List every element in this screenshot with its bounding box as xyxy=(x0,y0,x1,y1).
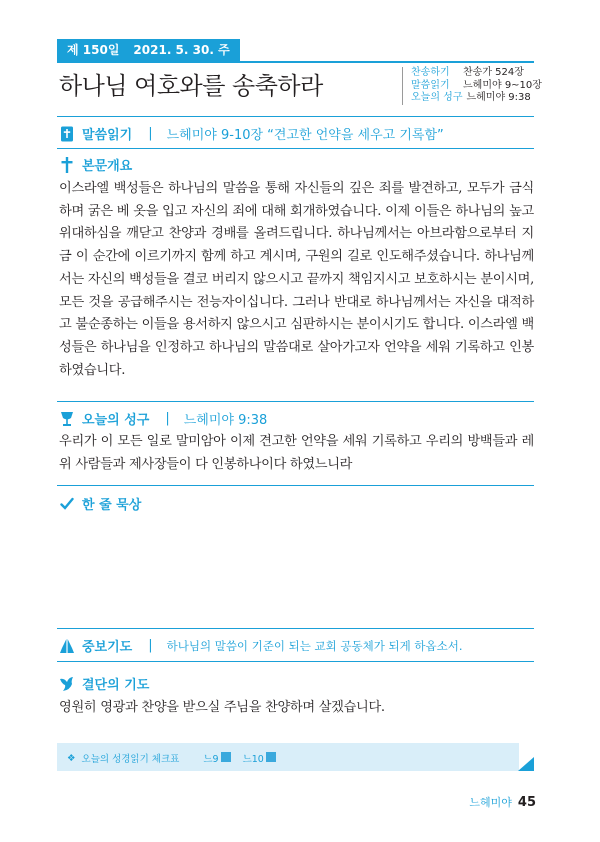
summary-text: 이스라엘 백성들은 하나님의 말씀을 통해 자신들의 깊은 죄를 발견하고, 모두가 금식하며 굵은 베 옷을 입고 자신의 죄에 대해 회개하였습니다. 이제 이들은 하나님의 높고 위대하심을 깨닫고 찬양과 경배를 올려드립니다. 하나님께서는 아브라함으로부터 지금 이 순간에 이르기까지 함께 하고 계시며, 구원의 길로 인도해주셨습니다. 하나님께서는 자신의 백성들을 결코 버리지 않으시고 끝까지 책임지시고 보호하시는 분이시며, 모든 것을 공급해주시는 전능자이십니다. 그러나 반대로 하나님께서는 자신을 대적하고 불순종하는 이들을 용서하지 않으시고 심판하시는 분이시기도 합니다. 이스라엘 백성들은 하나님을 인정하고 하나님의 말씀대로 살아가고자 언약을 세워 기록하고 인봉하였습니다. xyxy=(59,181,534,378)
resolution-label: 결단의 기도 xyxy=(82,678,150,693)
meditation-section-head xyxy=(59,494,141,513)
divider xyxy=(57,628,534,629)
divider xyxy=(57,485,534,486)
meditation-label: 한 줄 묵상 xyxy=(82,498,142,513)
meta-row-reading: 말씀읽기 느헤미야 9~10장 xyxy=(411,79,542,91)
bible-icon xyxy=(59,126,75,142)
verse-ref: 느헤미야 9:38 xyxy=(183,413,268,428)
page-number: 45 xyxy=(517,795,536,810)
resolution-text: 영원히 영광과 찬양을 받으실 주님을 찬양하며 살겠습니다. xyxy=(59,700,385,715)
divider xyxy=(57,661,534,662)
meta-row-verse: 오늘의 성구 느헤미야 9:38 xyxy=(411,92,531,103)
meta-box xyxy=(402,67,542,105)
prayer-text: 하나님의 말씀이 기준이 되는 교회 공동체가 되게 하옵소서. xyxy=(166,638,463,653)
summary-label: 본문개요 xyxy=(82,159,133,174)
checklist-label: 오늘의 성경읽기 체크표 xyxy=(81,754,180,765)
day-label: 제 150일 xyxy=(67,43,120,57)
corner-fold xyxy=(518,757,534,771)
prayer-section-head: 중보기도 | 하나님의 말씀이 기준이 되는 교회 공동체가 되게 하옵소서. xyxy=(59,636,462,655)
footer-book: 느헤미야 xyxy=(469,796,512,809)
reading-label: 말씀읽기 xyxy=(82,128,133,143)
checkbox[interactable] xyxy=(221,752,231,762)
verse-text: 우리가 이 모든 일로 말미암아 이제 견고한 언약을 세워 기록하고 우리의 방백들과 레위 사람들과 제사장들이 다 인봉하나이다 하였느니라 xyxy=(59,434,534,472)
check-item-neh10[interactable]: 느10 xyxy=(243,751,276,765)
header-rule xyxy=(57,61,534,63)
page-title: 하나님 여호와를 송축하라 xyxy=(59,72,323,100)
divider xyxy=(57,116,534,117)
divider xyxy=(57,401,534,402)
verse-section-head: 오늘의 성구 | 느헤미야 9:38 xyxy=(59,409,267,428)
reading-text: 느헤미야 9-10장 “견고한 언약을 세우고 기록함” xyxy=(166,128,444,143)
cross-icon xyxy=(59,157,75,173)
diamond-icon: ❖ xyxy=(67,752,76,764)
date-label: 2021. 5. 30. 주 xyxy=(133,43,230,57)
page-footer xyxy=(469,794,536,810)
prayer-label: 중보기도 xyxy=(82,640,133,655)
verse-label: 오늘의 성구 xyxy=(82,413,150,428)
check-item-neh9[interactable]: 느9 xyxy=(203,751,230,765)
meta-row-hymn: 찬송하기 찬송가 524장 xyxy=(411,67,524,78)
check-icon xyxy=(59,496,75,512)
divider xyxy=(57,148,534,149)
dove-icon xyxy=(59,676,75,692)
chalice-icon xyxy=(59,411,75,427)
checkbox[interactable] xyxy=(266,752,276,762)
reading-checklist xyxy=(57,743,519,771)
summary-section-head xyxy=(59,155,132,174)
day-tab xyxy=(57,39,240,61)
praying-hands-icon xyxy=(59,638,75,654)
reading-section-head: 말씀읽기 | 느헤미야 9-10장 “견고한 언약을 세우고 기록함” xyxy=(59,124,444,143)
resolution-section-head xyxy=(59,674,149,693)
